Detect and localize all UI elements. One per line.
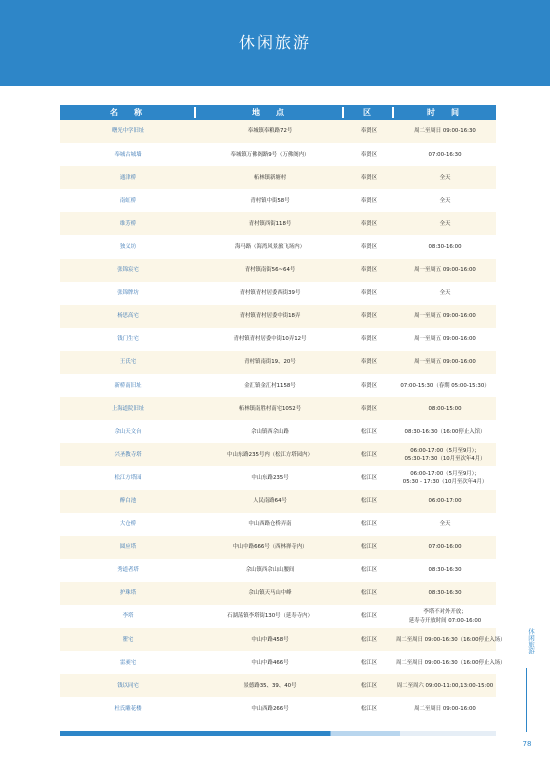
column-header-location: 地 点 <box>196 105 344 120</box>
cell-time: 08:30-16:30（16:00停止入馆） <box>394 420 496 443</box>
cell-time: 全天 <box>394 282 496 305</box>
cell-time: 周二至周日 09:00-16:30 <box>394 120 496 143</box>
cell-location: 中山东路235号内（松江方塔园内） <box>196 443 344 466</box>
attractions-table <box>60 105 506 720</box>
cell-location: 奉城镇万佛阁路9号（万佛阁内） <box>196 143 344 166</box>
table-row <box>60 189 496 212</box>
cell-location: 青村镇中街58号 <box>196 189 344 212</box>
table-row <box>60 120 496 143</box>
table-row <box>60 351 496 374</box>
cell-district: 松江区 <box>344 420 394 443</box>
cell-time: 全天 <box>394 212 496 235</box>
cell-name: 通津桥 <box>60 166 196 189</box>
table-row <box>60 490 496 513</box>
cell-time <box>394 605 496 628</box>
cell-name: 瞿宅 <box>60 628 196 651</box>
cell-district: 奉贤区 <box>344 143 394 166</box>
cell-location: 青村镇青村居委中街18弄 <box>196 305 344 328</box>
cell-location: 中山中路466号 <box>196 651 344 674</box>
table-row <box>60 697 496 720</box>
table-row <box>60 305 496 328</box>
cell-time: 周一至周五 09:00-16:00 <box>394 259 496 282</box>
cell-time <box>394 443 496 466</box>
table-row <box>60 420 496 443</box>
cell-district: 松江区 <box>344 559 394 582</box>
cell-location: 景德路35、39、40号 <box>196 674 344 697</box>
cell-time: 07:00-15:30（春期 05:00-15:30） <box>394 374 496 397</box>
page-number: 78 <box>522 740 532 748</box>
cell-time-line: 06:00-17:00（5月至9月）； <box>410 447 480 454</box>
cell-name: 松江方塔园 <box>60 466 196 489</box>
cell-time: 07:00-16:00 <box>394 536 496 559</box>
cell-district: 奉贤区 <box>344 351 394 374</box>
cell-time: 周二至周日 09:00-16:00 <box>394 697 496 720</box>
cell-name: 雷昶宅 <box>60 651 196 674</box>
cell-name: 上海道院旧址 <box>60 397 196 420</box>
cell-district: 奉贤区 <box>344 235 394 258</box>
table-row <box>60 628 496 651</box>
cell-time: 全天 <box>394 513 496 536</box>
table-row <box>60 259 496 282</box>
header-banner <box>0 0 550 86</box>
cell-time <box>394 466 496 489</box>
cell-location: 佘山镇西佘山山腰间 <box>196 559 344 582</box>
cell-district: 松江区 <box>344 466 394 489</box>
cell-name: 李塔 <box>60 605 196 628</box>
table-row <box>60 559 496 582</box>
table-row <box>60 212 496 235</box>
cell-district: 奉贤区 <box>344 189 394 212</box>
cell-location: 中山中路458号 <box>196 628 344 651</box>
cell-location: 佘山镇天马山中峰 <box>196 582 344 605</box>
cell-district: 奉贤区 <box>344 305 394 328</box>
cell-time: 周一至周五 09:00-16:00 <box>394 305 496 328</box>
table-row <box>60 466 496 489</box>
cell-time: 07:00-16:30 <box>394 143 496 166</box>
table-row <box>60 513 496 536</box>
cell-district: 奉贤区 <box>344 374 394 397</box>
cell-name: 新桥南旧址 <box>60 374 196 397</box>
cell-name: 维芳桥 <box>60 212 196 235</box>
cell-name: 南虹桥 <box>60 189 196 212</box>
cell-location: 柘林镇南胜村南宅1052号 <box>196 397 344 420</box>
column-header-name: 名 称 <box>60 105 196 120</box>
cell-location: 中山东路235号 <box>196 466 344 489</box>
cell-time: 全天 <box>394 189 496 212</box>
cell-district: 奉贤区 <box>344 212 394 235</box>
cell-name: 奉城古城墙 <box>60 143 196 166</box>
cell-name: 圆应塔 <box>60 536 196 559</box>
side-divider-line <box>526 668 527 732</box>
cell-time: 周二至周日 09:00-16:30（16:00停止入场） <box>394 651 496 674</box>
table-header <box>60 105 496 120</box>
table-row <box>60 374 496 397</box>
cell-name: 杜氏雕花楼 <box>60 697 196 720</box>
table-row <box>60 282 496 305</box>
cell-location: 人民南路64号 <box>196 490 344 513</box>
cell-location: 中山中路666号（西林禅寺内） <box>196 536 344 559</box>
cell-location: 青村镇南街56~64号 <box>196 259 344 282</box>
cell-time: 全天 <box>394 166 496 189</box>
cell-district: 奉贤区 <box>344 328 394 351</box>
footer-bar <box>60 731 496 736</box>
table-row <box>60 235 496 258</box>
cell-district: 松江区 <box>344 443 394 466</box>
cell-location: 青村镇南街19、20号 <box>196 351 344 374</box>
cell-time: 08:30-16:00 <box>394 235 496 258</box>
cell-district: 松江区 <box>344 628 394 651</box>
table-row <box>60 443 496 466</box>
cell-district: 奉贤区 <box>344 120 394 143</box>
page-title: 休闲旅游 <box>238 33 311 52</box>
cell-district: 奉贤区 <box>344 166 394 189</box>
attractions-table-container <box>60 105 506 720</box>
cell-district: 松江区 <box>344 536 394 559</box>
cell-name: 秀道者塔 <box>60 559 196 582</box>
cell-location: 石湖荡镇李塔街130号（延寿寺内） <box>196 605 344 628</box>
column-header-district: 区 <box>344 105 394 120</box>
table-row <box>60 582 496 605</box>
cell-name: 佘山天文台 <box>60 420 196 443</box>
cell-time: 08:30-16:30 <box>394 582 496 605</box>
cell-name: 张锦牌坊 <box>60 282 196 305</box>
cell-location: 海马路（海湾风景旅飞场内） <box>196 235 344 258</box>
cell-location: 柘林镇新塘村 <box>196 166 344 189</box>
cell-name: 杨思高宅 <box>60 305 196 328</box>
cell-time: 06:00-17:00 <box>394 490 496 513</box>
cell-time: 08:00-15:00 <box>394 397 496 420</box>
cell-time-line: 06:00-17:00（5月至9月）； <box>410 470 480 477</box>
cell-time: 08:30-16:30 <box>394 559 496 582</box>
cell-district: 松江区 <box>344 490 394 513</box>
cell-name: 醉白池 <box>60 490 196 513</box>
table-body <box>60 120 506 720</box>
cell-name: 钱门生宅 <box>60 328 196 351</box>
cell-time-line: 05:30 - 17:30（10月至次年4月） <box>402 478 488 485</box>
cell-district: 奉贤区 <box>344 282 394 305</box>
cell-time: 周一至周五 09:00-16:00 <box>394 351 496 374</box>
cell-location: 中山西路仓桥弄南 <box>196 513 344 536</box>
cell-time-line: 延寿寺开放时间 07:00-16:00 <box>408 617 482 624</box>
cell-time-line: 李塔不对外开放； <box>423 609 467 616</box>
table-row <box>60 328 496 351</box>
table-row <box>60 166 496 189</box>
cell-district: 松江区 <box>344 582 394 605</box>
cell-time: 周二至周六 09:00-11:00,13:00-15:00 <box>394 674 496 697</box>
cell-location: 金汇镇金汇村1158号 <box>196 374 344 397</box>
cell-name: 独义坊 <box>60 235 196 258</box>
cell-time-line: 05:30-17:30（10月至次年4月） <box>404 455 486 462</box>
cell-district: 松江区 <box>344 674 394 697</box>
table-row <box>60 605 496 628</box>
cell-name: 护珠塔 <box>60 582 196 605</box>
cell-district: 奉贤区 <box>344 259 394 282</box>
cell-name: 曙光中学旧址 <box>60 120 196 143</box>
table-row <box>60 536 496 559</box>
cell-district: 松江区 <box>344 697 394 720</box>
cell-district: 奉贤区 <box>344 397 394 420</box>
cell-location: 青村镇青村居委西街39号 <box>196 282 344 305</box>
cell-location: 青村镇青村居委中街10弄12号 <box>196 328 344 351</box>
cell-location: 青村镇西街118号 <box>196 212 344 235</box>
cell-time: 周二至周日 09:00-16:30（16:00停止入场） <box>394 628 496 651</box>
side-section-label: 休闲旅游 <box>527 628 535 654</box>
cell-name: 大仓桥 <box>60 513 196 536</box>
column-header-time: 时 间 <box>394 105 496 120</box>
cell-name: 兴圣教寺塔 <box>60 443 196 466</box>
table-row <box>60 143 496 166</box>
cell-district: 松江区 <box>344 651 394 674</box>
cell-district: 松江区 <box>344 605 394 628</box>
cell-name: 王氏宅 <box>60 351 196 374</box>
table-row <box>60 397 496 420</box>
cell-district: 松江区 <box>344 513 394 536</box>
cell-time: 周一至周五 09:00-16:00 <box>394 328 496 351</box>
cell-location: 佘山镇西佘山路 <box>196 420 344 443</box>
cell-name: 张锦宸宅 <box>60 259 196 282</box>
table-row <box>60 651 496 674</box>
table-row <box>60 674 496 697</box>
cell-location: 中山西路266号 <box>196 697 344 720</box>
cell-location: 奉城镇奉粮路72号 <box>196 120 344 143</box>
cell-name: 钱以同宅 <box>60 674 196 697</box>
